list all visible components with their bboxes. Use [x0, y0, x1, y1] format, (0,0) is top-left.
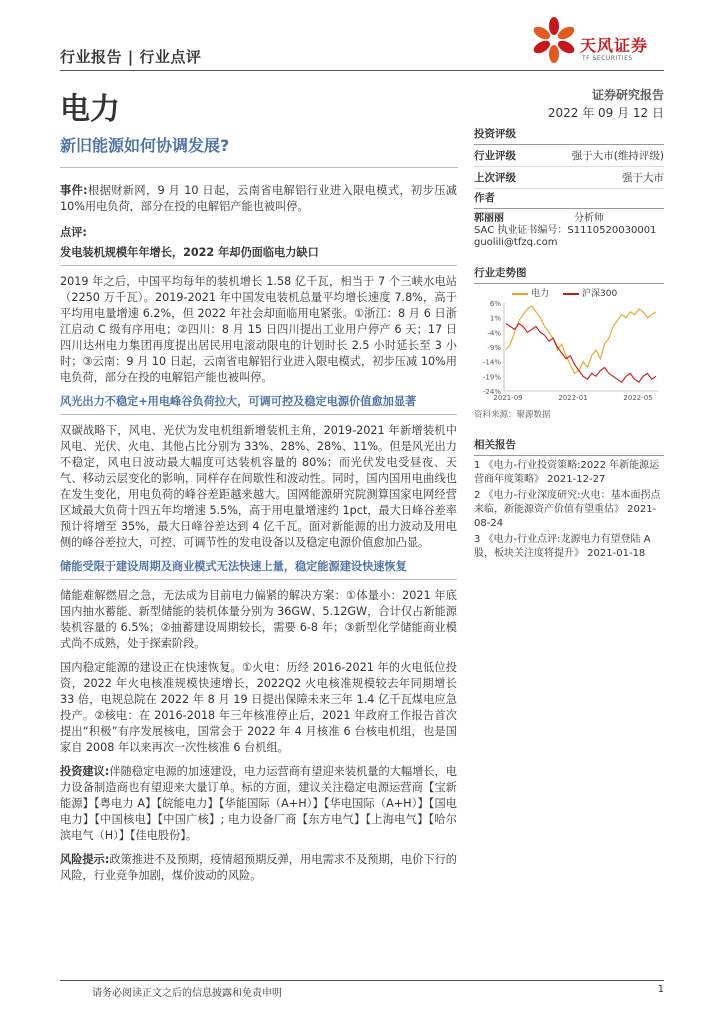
- logo-mark-icon: [530, 16, 578, 64]
- footer-divider: [60, 980, 664, 981]
- related-report-item[interactable]: 1 《电力-行业投资策略:2022 年新能源运营商年度策略》 2021-12-27: [474, 460, 660, 485]
- logo-subtitle: TF SECURITIES: [582, 55, 633, 62]
- comment-label: 点评:: [60, 226, 87, 239]
- series-line-hs300: [506, 324, 656, 383]
- y-tick-label: -4%: [487, 329, 501, 338]
- title-divider: [60, 167, 458, 168]
- x-tick-label: 2021-09: [493, 394, 523, 402]
- y-tick-label: -14%: [482, 358, 501, 367]
- chart-source: 资料来源：聚源数据: [474, 410, 551, 420]
- chart-legend: [512, 286, 664, 299]
- related-report-item[interactable]: 2 《电力-行业深度研究:火电：基本面拐点来临，新能源资产价值有望重估》 2021-08-24: [474, 490, 661, 529]
- chart-title: 行业走势图: [474, 262, 664, 284]
- y-tick-label: -19%: [482, 373, 501, 382]
- y-tick-label: 1%: [489, 314, 501, 323]
- header-divider: [60, 70, 664, 71]
- author-title: 作者: [474, 187, 664, 209]
- report-category: 行业报告 | 行业点评: [60, 48, 202, 66]
- x-tick-label: 2022-01: [558, 394, 588, 402]
- rating-panel: [474, 123, 664, 189]
- event-label: 事件:: [60, 184, 88, 197]
- rating-title: 投资评级: [474, 123, 664, 145]
- event-text: 根据财新网，9 月 10 日起，云南省电解铝行业进入限电模式，初步压减 10%用电负荷，部分在投的电解铝产能也被叫停。: [60, 184, 457, 213]
- trend-chart-panel: [474, 262, 664, 420]
- author-role: 分析师: [574, 213, 604, 224]
- risk-text: 政策推进不及预期，疫情超预期反弹，用电需求不及预期，电价下行的风险，行业竞争加剧，煤价波动的风险。: [60, 853, 457, 882]
- report-title: 新旧能源如何协调发展?: [60, 136, 230, 155]
- industry-title: 电力: [60, 92, 120, 127]
- invest-label: 投资建议:: [60, 765, 110, 778]
- author-email[interactable]: guolili@tfzq.com: [474, 237, 558, 248]
- y-tick-label: -24%: [482, 388, 501, 396]
- paragraph-4: 国内稳定能源的建设正在快速恢复。①火电：历经 2016-2021 年的火电低位投资，2022 年火电核准规模快速增长，2022Q2 火电核准规模较去年同期增长 33 倍，电规总院在 2022 年 8 月 19 日提出保障未来三年 1.4 亿千瓦煤电应急投产。②核电：在 2016-2018 年三年核准停止后，2021 年政府工作报告首次提出“积极”有序发展核电，国常会于 2022 年 4 月核准 6 台核电机组，也是国家自 2008 年以来再次一次性核准 6 台机组。: [60, 661, 457, 754]
- trend-chart: [474, 299, 664, 405]
- legend-item-power: 电力: [512, 286, 549, 299]
- rating-row: 行业评级 强于大市(维持评级): [474, 145, 664, 167]
- footer-disclaimer: 请务必阅读正文之后的信息披露和免责申明: [92, 988, 282, 999]
- author-sac: SAC 执业证书编号：S1110520030001: [474, 225, 657, 236]
- sub-heading: 发电装机规模年年增长，2022 年却仍面临电力缺口: [60, 245, 457, 266]
- related-report-item[interactable]: 3 《电力-行业点评:龙源电力有望登陆 A 股，板块关注度将提升》 2021-01-18: [474, 534, 651, 559]
- risk-label: 风险提示:: [60, 853, 110, 866]
- paragraph-1: 2019 年之后，中国平均每年的装机增长 1.58 亿千瓦，相当于 7 个三峡水电站（2250 万千瓦）。2019-2021 年中国发电装机总量平均增长速度 7.8%，高于平均用电量增速 6.2%，但 2022 年社会却面临用电紧张。①浙江：8 月 6 日浙江启动 C 级有序用电；②四川：8 月 15 日四川提出工业用户停产 6 天；17 日四川达州电力集团再度提出居民用电滚动限电的计划时长 2.5 小时延长至 3 小时；③云南：9 月 10 日起，云南省电解铝行业进入限电模式，初步压减 10%用电负荷，部分在投的电解铝产能也被叫停。: [60, 275, 457, 384]
- event-paragraph: [60, 183, 457, 215]
- report-type: 证券研究报告: [591, 88, 664, 102]
- main-body: [60, 183, 457, 892]
- paragraph-2: 双碳战略下，风电、光伏为发电机组新增装机主角，2019-2021 年新增装机中风电、光伏、火电、其他占比分别为 33%、28%、28%、11%。但是风光出力不稳定，风电日波动最大幅度可达装机容量的 80%；而光伏发电受昼夜、天气、移动云层变化的影响，同样存在间歇性和波动性。同时，国内国用电曲线也在发生变化，用电负荷的峰谷差距越来越大。国网能源研究院测算国家电网经营区域最大负荷十四五年均增速 5.5%，高于用电量增速约 1pct，最大日峰谷差率预计将增至 35%，最大日峰谷差达到 4 亿千瓦。面对新能源的出力波动及用电侧的峰谷差拉大，可控、可调节性的发电设备以及稳定电源价值愈加凸显。: [60, 424, 457, 549]
- y-tick-label: 6%: [489, 300, 501, 308]
- author-name: 郭丽丽: [474, 213, 504, 224]
- invest-text: 伴随稳定电源的加速建设，电力运营商有望迎来装机量的大幅增长，电力设备制造商也有望迎来大量订单。标的方面，建议关注稳定电源运营商【宝新能源】【粤电力 A】【皖能电力】【华能国际（A+H）】【华电国际（A+H）】【国电电力】【中国核电】【中国广核】; 电力设备厂商【东方电气】【上海电气】【哈尔滨电气（H）】【佳电股份】。: [60, 765, 457, 842]
- invest-paragraph: [60, 764, 457, 844]
- series-line-power: [506, 306, 656, 374]
- related-title: 相关报告: [474, 434, 664, 456]
- paragraph-3: 储能难解燃眉之急，无法成为目前电力偏紧的解决方案：①体量小：2021 年底国内抽水蓄能、新型储能的装机体量分别为 36GW、5.12GW，合计仅占新能源装机容量的 6.5%；②抽蓄建设周期较长，需要 6-8 年；③新型化学储能商业模式尚不成熟，处于探索阶段。: [60, 589, 457, 650]
- risk-paragraph: [60, 852, 457, 884]
- report-date: 2022 年 09 月 12 日: [547, 106, 664, 120]
- section-heading-2: 风光出力不稳定+用电峰谷负荷拉大，可调可控及稳定电源价值愈加显著: [60, 394, 457, 415]
- rating-row: 上次评级 强于大市: [474, 167, 664, 189]
- section-heading-3: 储能受限于建设周期及商业模式无法快速上量，稳定能源建设快速恢复: [60, 559, 457, 580]
- author-panel: [474, 187, 664, 249]
- x-tick-label: 2022-05: [623, 394, 653, 402]
- y-tick-label: -9%: [487, 344, 501, 352]
- page-number: 1: [657, 984, 664, 995]
- legend-item-hs300: 沪深300: [563, 286, 617, 299]
- related-reports-panel: [474, 434, 664, 563]
- logo-name: 天风证券: [580, 36, 649, 55]
